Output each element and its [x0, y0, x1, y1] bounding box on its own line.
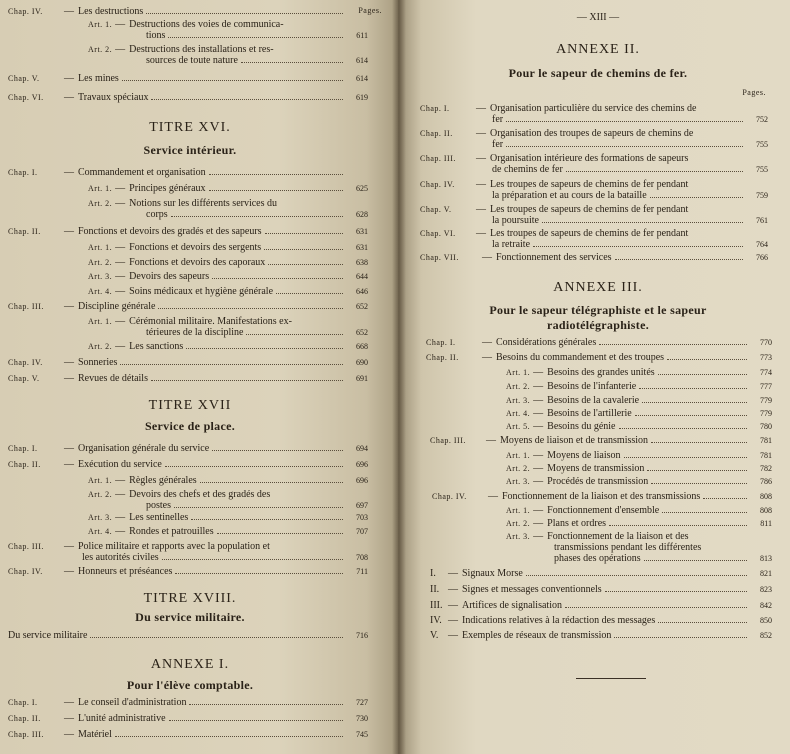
toc-entry: Art. 3. — Besoins de la cavalerie 779 [506, 395, 772, 406]
toc-entry: Art. 2. — Moyens de transmission 782 [506, 463, 772, 474]
toc-entry: Chap. I. — Organisation particulière du service des chemins de fer 752 [420, 103, 768, 125]
section-subheading: Pour le sapeur télégraphiste et le sapeur [489, 303, 707, 317]
section-heading: ANNEXE II. [556, 42, 640, 57]
toc-entry: Art. 1. — Besoins des grandes unités 774 [506, 367, 772, 378]
toc-entry: Art. 2. — Fonctions et devoirs des caporaux 638 [88, 257, 368, 268]
toc-entry: Art. 3. — Fonctionnement de la liaison et des transmissions pendant les différentes phases des opérations 813 [506, 531, 772, 564]
toc-entry: I. — Signaux Morse 821 [430, 568, 772, 579]
toc-entry: Chap. I. — Le conseil d'administration 727 [8, 697, 368, 708]
toc-entry: Chap. II. — Fonctions et devoirs des gradés et des sapeurs 631 [8, 226, 368, 237]
toc-entry: Chap. VI. — Les troupes de sapeurs de chemins de fer pendant la retraite 764 [420, 228, 768, 250]
toc-entry: Art. 1. — Fonctions et devoirs des sergents 631 [88, 242, 368, 253]
toc-entry: Chap. II. — L'unité administrative 730 [8, 713, 368, 724]
running-head: — XIII — [576, 12, 620, 23]
book-gutter [392, 0, 406, 754]
toc-entry: Chap. V. — Les troupes de sapeurs de chemins de fer pendant la poursuite 761 [420, 204, 768, 226]
toc-entry: Chap. IV. — Honneurs et préséances 711 [8, 566, 368, 577]
toc-entry: Chap. I. — Considérations générales 770 [426, 337, 772, 348]
toc-entry: Art. 2. — Destructions des installations et res- sources de toute nature 614 [88, 44, 368, 66]
toc-entry: Art. 4. — Besoins de l'artillerie 779 [506, 408, 772, 419]
closing-rule [576, 678, 646, 679]
pages-column-header: Pages. [358, 6, 382, 15]
toc-entry: Art. 1. — Règles générales 696 [88, 475, 368, 486]
toc-entry: Chap. IV. — Les troupes de sapeurs de chemins de fer pendant la préparation et au cours de la bataille 759 [420, 179, 768, 201]
section-subheading: Pour le sapeur de chemins de fer. [508, 66, 688, 80]
toc-entry: Art. 2. — Notions sur les différents services du corps 628 [88, 198, 368, 220]
toc-entry: Chap. III. — Matériel 745 [8, 729, 368, 740]
section-subheading: Pour l'élève comptable. [126, 678, 254, 692]
toc-entry: Chap. III. — Discipline générale 652 [8, 301, 368, 312]
toc-entry: Art. 1. — Moyens de liaison 781 [506, 450, 772, 461]
toc-entry: Art. 2. — Devoirs des chefs et des gradés des postes 697 [88, 489, 368, 511]
toc-entry: Chap. I. — Organisation générale du service 694 [8, 443, 368, 454]
toc-entry: Chap. IV. — Sonneries 690 [8, 357, 368, 368]
toc-entry: Art. 3. — Devoirs des sapeurs 644 [88, 271, 368, 282]
section-subheading: Service de place. [144, 419, 236, 433]
toc-entry: Art. 2. — Besoins de l'infanterie 777 [506, 381, 772, 392]
section-heading: ANNEXE I. [150, 657, 230, 672]
toc-entry: Art. 3. — Les sentinelles 703 [88, 512, 368, 523]
toc-entry: Chap. III. — Organisation intérieure des formations de sapeurs de chemins de fer 755 [420, 153, 768, 175]
section-heading: TITRE XVI. [149, 120, 231, 135]
toc-entry: Art. 2. — Les sanctions 668 [88, 341, 368, 352]
toc-entry: Chap. V. — Revues de détails 691 [8, 373, 368, 384]
section-heading: TITRE XVII [148, 398, 232, 413]
toc-entry: Chap. IV. — Les destructions [8, 6, 368, 17]
toc-entry: V. — Exemples de réseaux de transmission 852 [430, 630, 772, 641]
toc-entry: Art. 5. — Besoins du génie 780 [506, 421, 772, 432]
section-heading: ANNEXE III. [553, 280, 643, 295]
toc-entry: Chap. II. — Exécution du service 696 [8, 459, 368, 470]
section-subheading: Du service militaire. [135, 610, 245, 624]
toc-entry: Art. 2. — Plans et ordres 811 [506, 518, 772, 529]
toc-entry: Chap. VI. — Travaux spéciaux 619 [8, 92, 368, 103]
toc-entry: II. — Signes et messages conventionnels 823 [430, 584, 772, 595]
toc-entry: Du service militaire 716 [8, 630, 368, 641]
toc-entry: Art. 3. — Procédés de transmission 786 [506, 476, 772, 487]
toc-entry: Chap. V. — Les mines 614 [8, 73, 368, 84]
toc-entry: Art. 4. — Rondes et patrouilles 707 [88, 526, 368, 537]
toc-entry: Art. 1. — Fonctionnement d'ensemble 808 [506, 505, 772, 516]
toc-entry: Chap. III. — Police militaire et rapports avec la population et les autorités civiles 708 [8, 541, 368, 563]
toc-entry: Art. 1. — Cérémonial militaire. Manifestations ex- térieures de la discipline 652 [88, 316, 368, 338]
toc-entry: IV. — Indications relatives à la rédaction des messages 850 [430, 615, 772, 626]
section-subheading: radiotélégraphiste. [546, 318, 650, 332]
toc-entry: Chap. III. — Moyens de liaison et de transmission 781 [430, 435, 772, 446]
right-page [398, 0, 790, 754]
toc-entry: Chap. II. — Organisation des troupes de sapeurs de chemins de fer 755 [420, 128, 768, 150]
toc-entry: Chap. II. — Besoins du commandement et des troupes 773 [426, 352, 772, 363]
toc-entry: Chap. I. — Commandement et organisation [8, 167, 368, 178]
toc-entry: Art. 4. — Soins médicaux et hygiène générale 646 [88, 286, 368, 297]
toc-entry: Art. 1. — Principes généraux 625 [88, 183, 368, 194]
section-subheading: Service intérieur. [143, 143, 237, 157]
toc-entry: III. — Artifices de signalisation 842 [430, 600, 772, 611]
toc-entry: Chap. VII. — Fonctionnement des services 766 [420, 252, 768, 263]
pages-column-header: Pages. [742, 88, 766, 97]
toc-entry: Art. 1. — Destructions des voies de communica- tions 611 [88, 19, 368, 41]
section-heading: TITRE XVIII. [143, 591, 237, 606]
toc-entry: Chap. IV. — Fonctionnement de la liaison et des transmissions 808 [432, 491, 772, 502]
